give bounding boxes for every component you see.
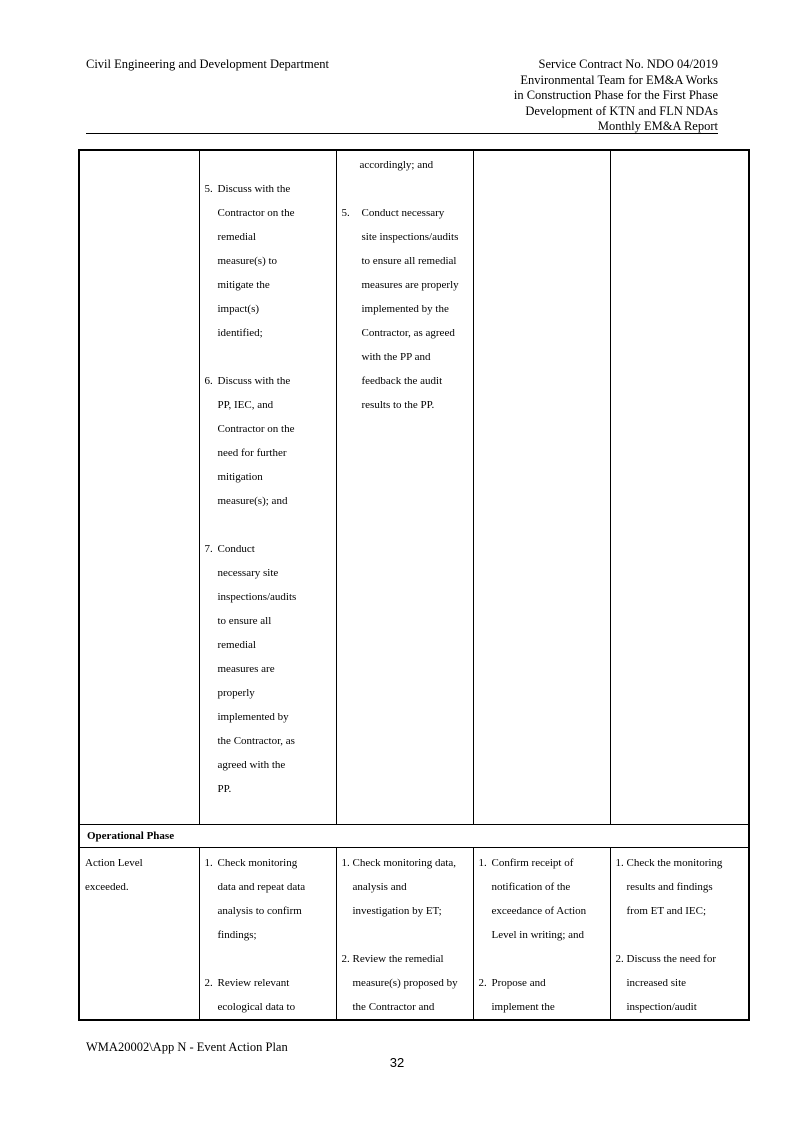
page-number: 32 xyxy=(389,1055,405,1070)
header-contract-line: Monthly EM&A Report xyxy=(597,119,718,133)
list-item-line xyxy=(342,321,469,345)
list-item-line xyxy=(342,875,470,899)
list-item-number xyxy=(205,201,218,225)
list-item-line xyxy=(205,561,332,585)
list-item-text: results to the PP. xyxy=(361,399,435,411)
list-item-text: Conduct necessary xyxy=(361,207,445,219)
op-col4-list xyxy=(474,848,610,1019)
list-item-number xyxy=(205,657,218,681)
list-item-number xyxy=(205,923,218,947)
op-col3-list xyxy=(337,848,473,1019)
event-line: exceeded. xyxy=(85,880,129,893)
list-item-number xyxy=(616,971,627,995)
list-item-text: necessary site xyxy=(217,567,279,579)
list-item-number xyxy=(342,995,353,1019)
list-item-number xyxy=(205,875,218,899)
list-item-number xyxy=(342,971,353,995)
list-item-text: Check monitoring xyxy=(217,856,298,869)
list-item-line xyxy=(342,369,469,393)
list-item-line xyxy=(205,777,332,801)
list-item-line xyxy=(205,393,332,417)
op-cell-col5 xyxy=(610,847,749,1020)
list-item-text: analysis to confirm xyxy=(217,904,302,917)
list-item-number: 2. xyxy=(615,952,624,965)
event-line: Action Level xyxy=(85,856,143,869)
list-item-text: Contractor, as agreed xyxy=(361,327,455,339)
list-item-text: the Contractor, as xyxy=(217,735,295,747)
list-item-number xyxy=(205,249,218,273)
list-item-text: to ensure all remedial xyxy=(361,255,457,267)
list-item-text: data and repeat data xyxy=(217,880,306,893)
list-item-text: implement the xyxy=(491,1000,555,1013)
header-contract-line: Development of KTN and FLN NDAs xyxy=(525,103,718,118)
list-item-line xyxy=(342,851,470,875)
list-item-text: Confirm receipt of xyxy=(491,856,574,869)
list-item-line xyxy=(205,465,332,489)
list-item-text: Discuss with the xyxy=(217,183,291,195)
list-item-text: remedial xyxy=(217,231,256,243)
action-cell-col2 xyxy=(199,150,336,824)
list-item-line xyxy=(205,705,332,729)
list-item-line xyxy=(342,201,469,225)
phase-heading: Operational Phase xyxy=(87,829,175,842)
list-item-text: measures are xyxy=(217,663,275,675)
list-item-number xyxy=(205,899,218,923)
phase-heading-cell xyxy=(79,824,749,847)
list-item-line xyxy=(342,393,469,417)
list-item-number xyxy=(616,899,627,923)
list-item-number xyxy=(205,777,218,801)
header-contract-line: Service Contract No. NDO 04/2019 xyxy=(538,57,718,71)
list-item-line xyxy=(205,177,332,201)
list-item-number: 5. xyxy=(204,183,213,195)
list-item-number xyxy=(342,345,362,369)
list-item-line xyxy=(205,681,332,705)
event-action-plan-table xyxy=(78,149,750,1021)
list-item-text: feedback the audit xyxy=(361,375,443,387)
list-item-number xyxy=(479,995,492,1019)
list-item-number xyxy=(205,561,218,585)
action-cell-col3 xyxy=(336,150,473,824)
list-item-text: properly xyxy=(217,687,255,699)
list-item-text: Review relevant xyxy=(217,976,290,989)
list-item-line xyxy=(205,249,332,273)
action-cell-col4 xyxy=(473,150,610,824)
list-item-number xyxy=(205,465,218,489)
op-cell-col2 xyxy=(199,847,336,1020)
list-item-number: 2. xyxy=(204,976,213,989)
list-item-line xyxy=(205,657,332,681)
list-item-text: Check the monitoring xyxy=(626,856,723,869)
list-item-line xyxy=(205,851,333,875)
list-item-line xyxy=(342,345,469,369)
list-item-number: 7. xyxy=(204,543,213,555)
list-item-text: from ET and IEC; xyxy=(626,904,707,917)
event-cell-empty xyxy=(79,150,199,824)
list-item-line xyxy=(205,417,332,441)
list-item-line xyxy=(616,875,746,899)
action-cell-col5 xyxy=(610,150,749,824)
col3-list xyxy=(342,201,469,417)
list-item-line xyxy=(342,225,469,249)
list-item-text: mitigation xyxy=(217,471,263,483)
list-item-text: increased site xyxy=(626,976,687,989)
list-item-text: Conduct xyxy=(217,543,255,555)
list-item-number xyxy=(205,705,218,729)
list-item-line xyxy=(479,851,607,875)
list-item-text: results and findings xyxy=(626,880,713,893)
list-item-number: 6. xyxy=(204,375,213,387)
list-item-number xyxy=(205,753,218,777)
list-item-text: with the PP and xyxy=(361,351,431,363)
list-item-line xyxy=(479,923,607,947)
footer-doc-ref: WMA20002\App N - Event Action Plan xyxy=(86,1040,288,1054)
list-item-number xyxy=(205,489,218,513)
list-item-line xyxy=(342,273,469,297)
list-item-number xyxy=(205,585,218,609)
list-item-line xyxy=(342,297,469,321)
list-item-line xyxy=(342,995,470,1019)
list-item-text: findings; xyxy=(217,928,257,941)
op-cell-col3 xyxy=(336,847,473,1020)
list-item-text: Contractor on the xyxy=(217,423,295,435)
list-item-line xyxy=(205,633,332,657)
list-item-number xyxy=(205,729,218,753)
list-item-number xyxy=(205,633,218,657)
list-item-text: identified; xyxy=(217,327,263,339)
list-item-line xyxy=(205,971,333,995)
list-item-line xyxy=(205,201,332,225)
list-item-line xyxy=(205,537,332,561)
list-item-line xyxy=(342,971,470,995)
list-item-line xyxy=(205,899,333,923)
list-item-text: PP, IEC, and xyxy=(217,399,274,411)
col2-list xyxy=(205,177,332,801)
list-item-number xyxy=(205,681,218,705)
header-contract-line: in Construction Phase for the First Phase xyxy=(513,88,718,102)
list-item-text: investigation by ET; xyxy=(352,904,442,917)
op-col2-list xyxy=(200,848,336,1019)
list-item-text: agreed with the xyxy=(217,759,286,771)
list-item-text: measure(s) to xyxy=(217,255,278,267)
list-item-number xyxy=(205,995,218,1019)
list-item-number xyxy=(479,875,492,899)
list-item-number xyxy=(616,875,627,899)
list-item-number xyxy=(205,273,218,297)
list-item-line xyxy=(205,609,332,633)
list-item-number: 1. xyxy=(204,856,213,869)
list-item-number: 1. xyxy=(341,856,350,869)
list-item-text: PP. xyxy=(217,783,232,795)
list-item-line xyxy=(616,971,746,995)
list-item-text: Discuss with the xyxy=(217,375,291,387)
list-item-text: need for further xyxy=(217,447,287,459)
list-item-text: inspections/audits xyxy=(217,591,297,603)
list-item-text: remedial xyxy=(217,639,256,651)
list-item-line xyxy=(479,875,607,899)
header-contract-line: Environmental Team for EM&A Works xyxy=(520,72,718,87)
list-item-text: Check monitoring data, xyxy=(352,856,457,869)
list-item-number xyxy=(205,609,218,633)
list-item-text: exceedance of Action xyxy=(491,904,587,917)
list-item-line xyxy=(205,753,332,777)
op-col5-list xyxy=(611,848,749,1019)
list-item-line xyxy=(205,585,332,609)
list-item-number: 1. xyxy=(615,856,624,869)
list-item-number xyxy=(342,321,362,345)
list-item-line xyxy=(479,899,607,923)
list-item-line xyxy=(616,995,746,1019)
list-item-text: to ensure all xyxy=(217,615,272,627)
list-item-number xyxy=(342,297,362,321)
list-item-line xyxy=(479,971,607,995)
list-item-line xyxy=(205,875,333,899)
list-item-text: measure(s) proposed by xyxy=(352,976,458,989)
list-item-text: Contractor on the xyxy=(217,207,295,219)
list-item-line xyxy=(342,249,469,273)
table-row-operational xyxy=(79,847,749,1020)
header-department: Civil Engineering and Development Department xyxy=(86,57,329,71)
list-item-number xyxy=(205,393,218,417)
list-item-number xyxy=(205,417,218,441)
list-item-number: 2. xyxy=(478,976,487,989)
list-item-text: ecological data to xyxy=(217,1000,296,1013)
list-item-number xyxy=(205,321,218,345)
list-item-text: measures are properly xyxy=(361,279,459,291)
list-item-text: Level in writing; and xyxy=(491,928,585,941)
list-item-line xyxy=(205,225,332,249)
list-item-text: Propose and xyxy=(491,976,546,989)
list-item-line xyxy=(342,899,470,923)
list-item-line xyxy=(616,899,746,923)
list-item-text: analysis and xyxy=(352,880,407,893)
list-item-text: implemented by the xyxy=(361,303,449,315)
list-item-line xyxy=(205,489,332,513)
list-item-line xyxy=(205,923,333,947)
list-item-line xyxy=(205,441,332,465)
list-item-line xyxy=(616,947,746,971)
list-item-number xyxy=(205,441,218,465)
event-cell xyxy=(79,847,199,1020)
list-item-line xyxy=(205,729,332,753)
list-item-number xyxy=(342,393,362,417)
list-item-number xyxy=(342,875,353,899)
list-item-number xyxy=(342,249,362,273)
list-item-number xyxy=(479,899,492,923)
list-item-line xyxy=(205,321,332,345)
header-rule xyxy=(86,133,718,134)
list-item-number xyxy=(342,225,362,249)
op-cell-col4 xyxy=(473,847,610,1020)
list-item-line xyxy=(205,995,333,1019)
list-item-number xyxy=(479,923,492,947)
list-item-line xyxy=(616,851,746,875)
list-item-text: the Contractor and xyxy=(352,1000,435,1013)
list-item-line xyxy=(205,369,332,393)
list-item-number: 1. xyxy=(478,856,487,869)
list-item-text: inspection/audit xyxy=(626,1000,697,1013)
list-item-text: Review the remedial xyxy=(352,952,444,965)
list-item-text: impact(s) xyxy=(217,303,260,315)
list-item-number xyxy=(205,225,218,249)
list-item-number xyxy=(342,273,362,297)
header-contract-block xyxy=(514,57,718,135)
list-item-number xyxy=(616,995,627,1019)
table-row-continuation xyxy=(79,150,749,824)
list-item-line xyxy=(342,947,470,971)
list-item-line xyxy=(205,297,332,321)
list-item-line xyxy=(205,273,332,297)
list-item-text: site inspections/audits xyxy=(361,231,459,243)
list-item-number xyxy=(205,297,218,321)
list-item-text: Discuss the need for xyxy=(626,952,717,965)
list-item-number xyxy=(342,899,353,923)
list-item-number: 2. xyxy=(341,952,350,965)
list-item-number: 5. xyxy=(341,207,350,219)
list-item-number xyxy=(342,369,362,393)
table-row-phase xyxy=(79,824,749,847)
col3-continued-text: accordingly; and xyxy=(359,159,434,171)
list-item-text: measure(s); and xyxy=(217,495,288,507)
list-item-text: notification of the xyxy=(491,880,571,893)
list-item-text: implemented by xyxy=(217,711,289,723)
list-item-text: mitigate the xyxy=(217,279,270,291)
list-item-line xyxy=(479,995,607,1019)
